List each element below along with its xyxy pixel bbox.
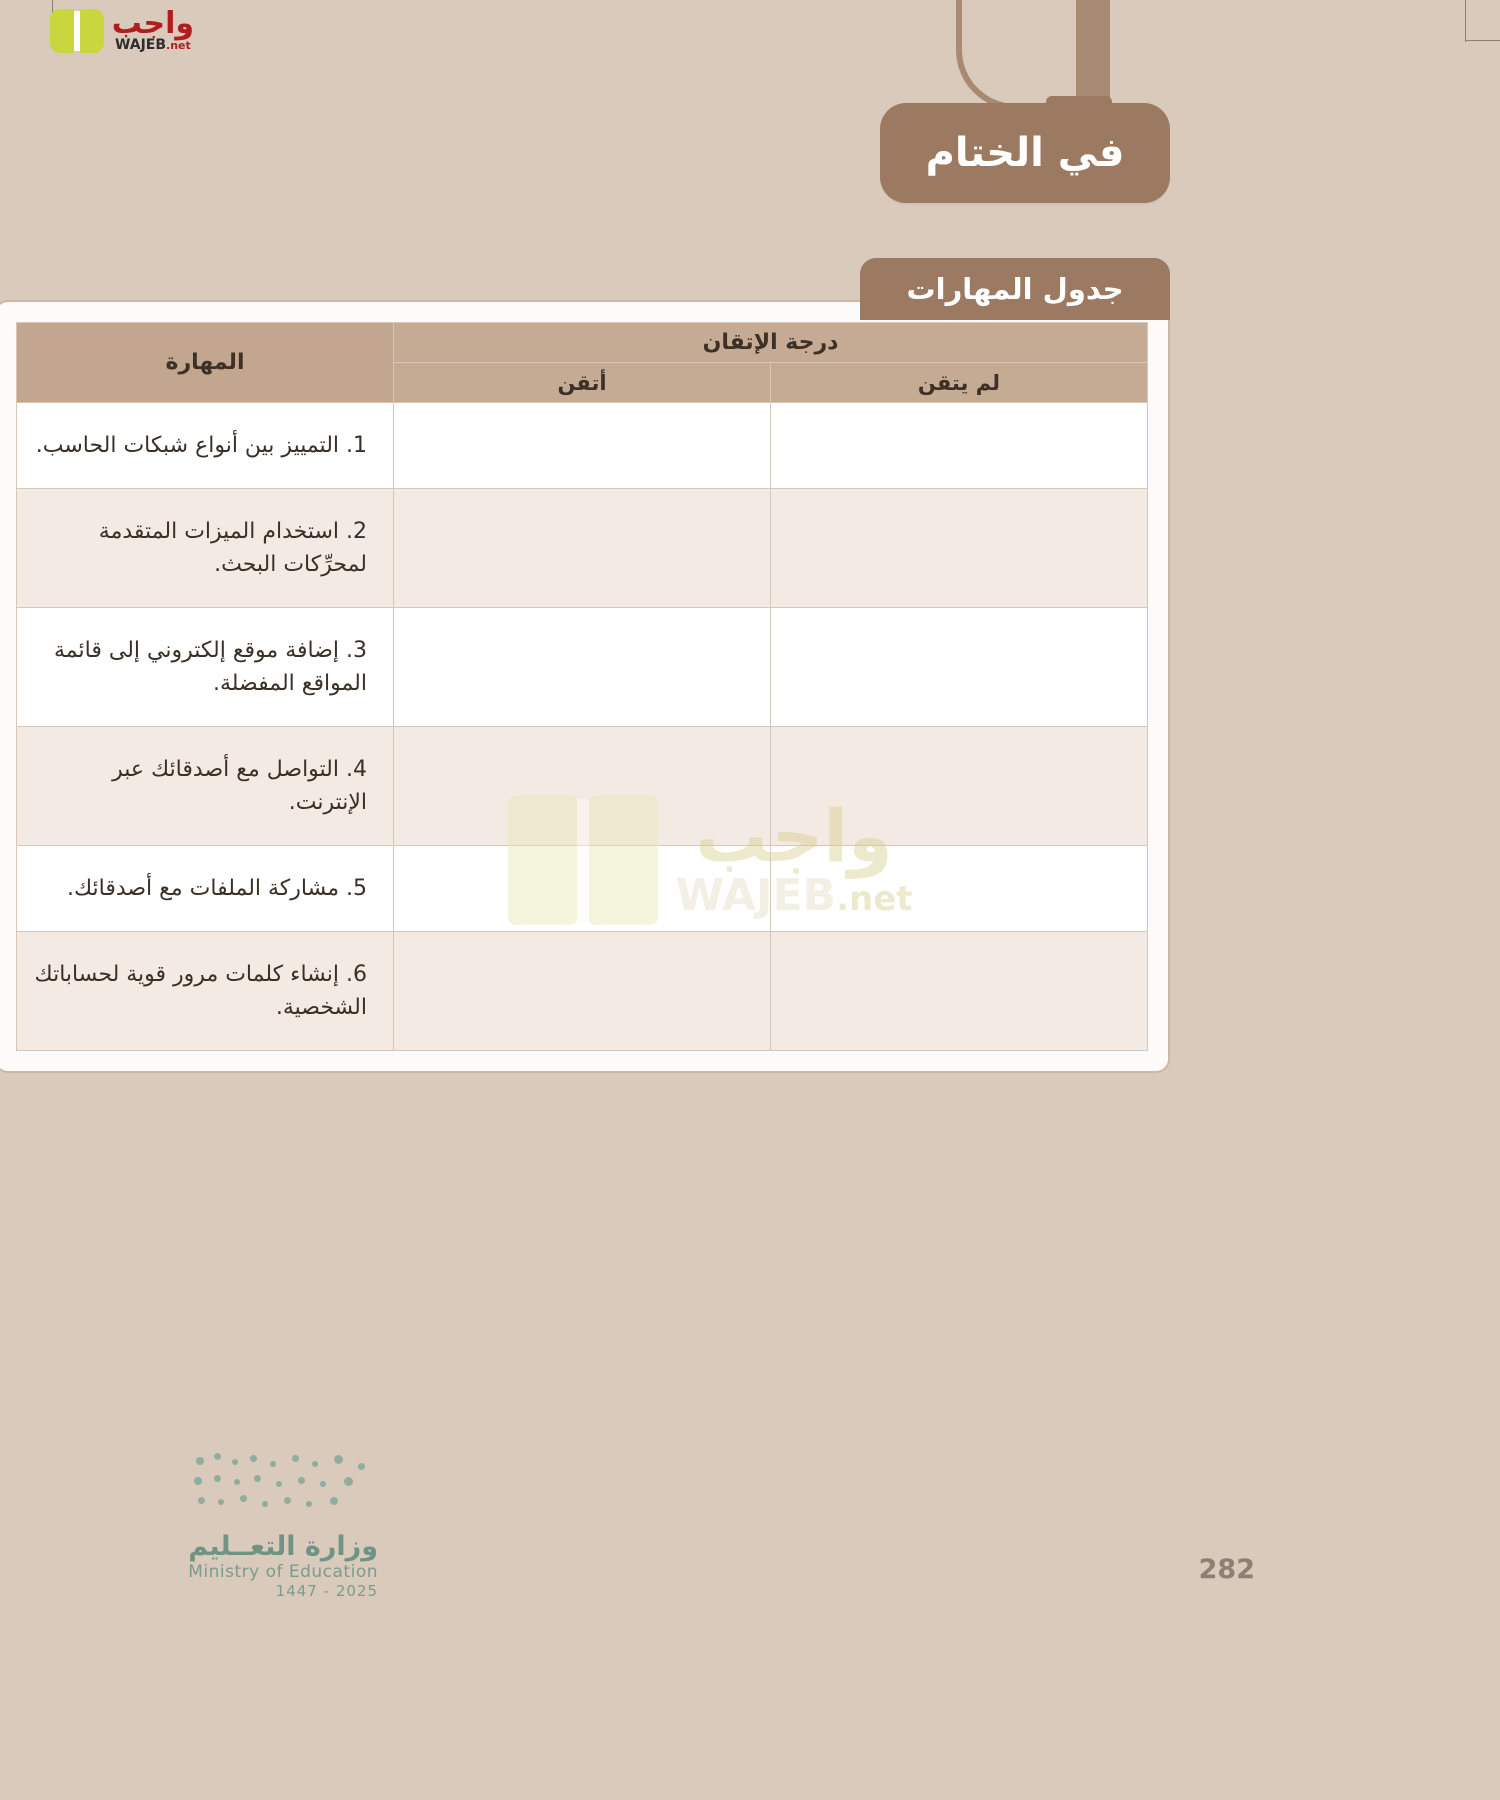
site-logo-latin bbox=[115, 38, 191, 52]
checkbox-mastered[interactable] bbox=[394, 846, 771, 932]
ministry-name-arabic: وزارة التعــليم bbox=[188, 1531, 378, 1562]
skills-table-card bbox=[0, 300, 1170, 1073]
section-heading-chip: في الختام bbox=[880, 103, 1170, 203]
ministry-logo bbox=[78, 1451, 378, 1600]
table-header-row-group bbox=[17, 323, 1148, 363]
header-not-mastered: لم يتقن bbox=[771, 363, 1148, 403]
skills-table bbox=[16, 322, 1148, 1051]
skill-text: 6. إنشاء كلمات مرور قوية لحساباتك الشخصية. bbox=[17, 932, 394, 1051]
skill-text: 1. التمييز بين أنواع شبكات الحاسب. bbox=[17, 403, 394, 489]
checkbox-mastered[interactable] bbox=[394, 727, 771, 846]
checkbox-mastered[interactable] bbox=[394, 489, 771, 608]
checkbox-not-mastered[interactable] bbox=[771, 489, 1148, 608]
skill-text: 3. إضافة موقع إلكتروني إلى قائمة المواقع المفضلة. bbox=[17, 608, 394, 727]
checkbox-not-mastered[interactable] bbox=[771, 608, 1148, 727]
watermark-latin-name: WAJEB bbox=[675, 869, 837, 921]
checkbox-not-mastered[interactable] bbox=[771, 403, 1148, 489]
site-logo bbox=[0, 0, 200, 62]
site-logo-text bbox=[104, 5, 200, 55]
skill-text: 4. التواصل مع أصدقائك عبر الإنترنت. bbox=[17, 727, 394, 846]
checkbox-mastered[interactable] bbox=[394, 608, 771, 727]
table-row bbox=[17, 846, 1148, 932]
site-logo-latin-name: WAJEB bbox=[114, 37, 167, 54]
table-row bbox=[17, 727, 1148, 846]
checkbox-mastered[interactable] bbox=[394, 403, 771, 489]
checkbox-not-mastered[interactable] bbox=[771, 846, 1148, 932]
crop-mark-top-right-vertical bbox=[1465, 0, 1466, 42]
header-mastered: أتقن bbox=[394, 363, 771, 403]
skill-text: 2. استخدام الميزات المتقدمة لمحرِّكات البحث. bbox=[17, 489, 394, 608]
ministry-dots-icon bbox=[188, 1451, 378, 1521]
skill-text: 5. مشاركة الملفات مع أصدقائك. bbox=[17, 846, 394, 932]
table-row bbox=[17, 932, 1148, 1051]
site-logo-tld: .net bbox=[166, 39, 191, 53]
watermark-arabic: واجب bbox=[695, 793, 893, 878]
ministry-name-english: Ministry of Education bbox=[188, 1562, 378, 1582]
header-degree-of-mastery: درجة الإتقان bbox=[394, 323, 1148, 363]
checkbox-not-mastered[interactable] bbox=[771, 932, 1148, 1051]
decorative-wire bbox=[956, 0, 1076, 110]
skills-table-body bbox=[17, 403, 1148, 1051]
checkbox-mastered[interactable] bbox=[394, 932, 771, 1051]
table-row bbox=[17, 489, 1148, 608]
checkbox-not-mastered[interactable] bbox=[771, 727, 1148, 846]
skills-table-title: جدول المهارات bbox=[860, 258, 1170, 320]
table-row bbox=[17, 403, 1148, 489]
table-row bbox=[17, 608, 1148, 727]
site-logo-arabic: واجب bbox=[111, 5, 194, 41]
skills-table-head bbox=[17, 323, 1148, 403]
watermark-tld: .net bbox=[836, 878, 913, 919]
page-number: 282 bbox=[1198, 1554, 1255, 1585]
header-skill: المهارة bbox=[17, 323, 394, 403]
open-book-icon bbox=[50, 9, 104, 53]
crop-mark-top-right-horizontal bbox=[1466, 40, 1500, 41]
ministry-years: 2025 - 1447 bbox=[275, 1582, 378, 1600]
